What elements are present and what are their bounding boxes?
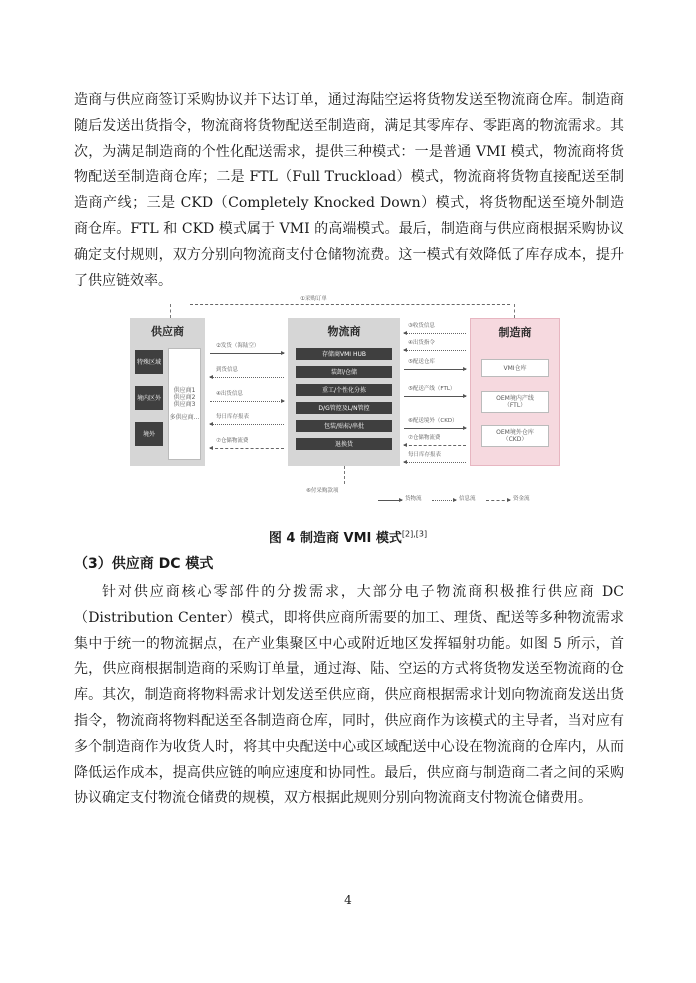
supplier-region-2: 境内区外 — [135, 386, 163, 410]
logistics-title: 物流商 — [327, 325, 361, 338]
flow-label: ⑤配送产线（FTL） — [408, 386, 456, 392]
vmi-diagram — [130, 296, 560, 510]
manufacturer-item: VMI仓库 — [481, 359, 549, 377]
supplier-sub-more: 多供应商... — [169, 414, 200, 421]
caption-ref: [2],[3] — [401, 529, 428, 539]
logistics-item: D/G管控及L/N管控 — [296, 402, 392, 414]
supplier-sub-notes: 供应商1 供应商2 供应商3 — [173, 387, 196, 408]
flow-label: ⑦仓储物流费 — [216, 438, 249, 444]
logistics-item: 重工/个性化分拣 — [296, 384, 392, 396]
logistics-item: 存储商VMI HUB — [296, 348, 392, 360]
flow-label: ⑥配送境外（CKD） — [408, 418, 458, 424]
supplier-panel — [130, 318, 205, 466]
flow-label: ④出货指令 — [408, 340, 435, 346]
manufacturer-title: 制造商 — [498, 326, 532, 339]
legend-info: 信息流 — [459, 496, 476, 502]
flow-label: ②发货（海陆空） — [216, 343, 260, 349]
supplier-list-box — [168, 348, 201, 460]
flow-label: ⑦仓储物流费 — [408, 435, 441, 441]
flow-label: ⑤配送仓库 — [408, 359, 435, 365]
section-heading: （3）供应商 DC 模式 — [74, 556, 214, 572]
manufacturer-panel — [470, 318, 560, 466]
manufacturer-item: OEM境内产线 （FTL） — [481, 391, 549, 413]
flow-label: 每日库存报表 — [408, 452, 442, 458]
flow-label: ③收货信息 — [408, 323, 435, 329]
payment-label: ⑥付采购款项 — [306, 488, 339, 494]
supplier-title: 供应商 — [151, 325, 184, 338]
legend-info-line — [432, 500, 456, 501]
manufacturer-item: OEM境外仓库 （CKD） — [481, 425, 549, 447]
supplier-region-3: 境外 — [135, 422, 163, 446]
figure-caption — [0, 527, 696, 546]
body-paragraph-2: 针对供应商核心零部件的分拨需求，大部分电子物流商积极推行供应商 DC（Distribution Center）模式，即将供应商所需要的加工、理货、配送等多种物流需求集中于统一的物流据点，在产业集聚区中心或附近地区发挥辐射功能。如图 5 所示，首先，供应商根据制造商的采购订单量，通过海、陆、空运的方式将货物发送至物流商的仓库。其次，制造商将物料需求计划发送至供应商，供应商根据需求计划向物流商发送出货指令，物流商将物料配送至各制造商仓库，同时，供应商作为该模式的主导者，当对应有多个制造商作为收货人时，将其中央配送中心或区域配送中心设在物流商的仓库内，从而降低运作成本，提高供应链的响应速度和协同性。最后，供应商与制造商二者之间的采购协议确定支付物流仓储费的规模，双方根据此规则分别向物流商支付物流仓储费用。 — [74, 584, 624, 807]
flow-label: 到货信息 — [216, 367, 239, 373]
flow-label: ④出货信息 — [216, 391, 243, 397]
logistics-item: 退换货 — [296, 438, 392, 450]
legend-funds: 资金流 — [513, 496, 530, 502]
supplier-region-1: 特殊区域 — [135, 350, 163, 374]
logistics-panel — [288, 318, 400, 466]
flow-label: 每日库存报表 — [216, 414, 250, 420]
body-paragraph-1: 造商与供应商签订采购协议并下达订单，通过海陆空运将货物发送至物流商仓库。制造商随后发送出货指令，物流商将货物配送至制造商，满足其零库存、零距离的物流需求。其次，为满足制造商的个性化配送需求，提供三种模式：一是普通 VMI 模式，物流商将货物配送至制造商仓库；二是 FTL（Full Truckload）模式，物流商将货物直接配送至制造商产线；三是 CKD（Completely Knocked Down）模式，将货物配送至境外制造商仓库。FTL 和 CKD 模式属于 VMI 的高端模式。最后，制造商与供应商根据采购协议确定支付规则，双方分别向物流商支付仓储物流费。这一模式有效降低了库存成本，提升了供应链效率。 — [74, 92, 624, 289]
logistics-item: 装卸/仓储 — [296, 366, 392, 378]
legend-goods: 货物流 — [405, 496, 422, 502]
logistics-item: 包装/贴标/串批 — [296, 420, 392, 432]
page-number: 4 — [344, 893, 352, 907]
legend-funds-line — [486, 500, 510, 501]
legend-goods-line — [378, 500, 402, 501]
caption-text: 图 4 制造商 VMI 模式 — [268, 531, 402, 546]
purchase-order-label: ①采购订单 — [300, 296, 327, 302]
